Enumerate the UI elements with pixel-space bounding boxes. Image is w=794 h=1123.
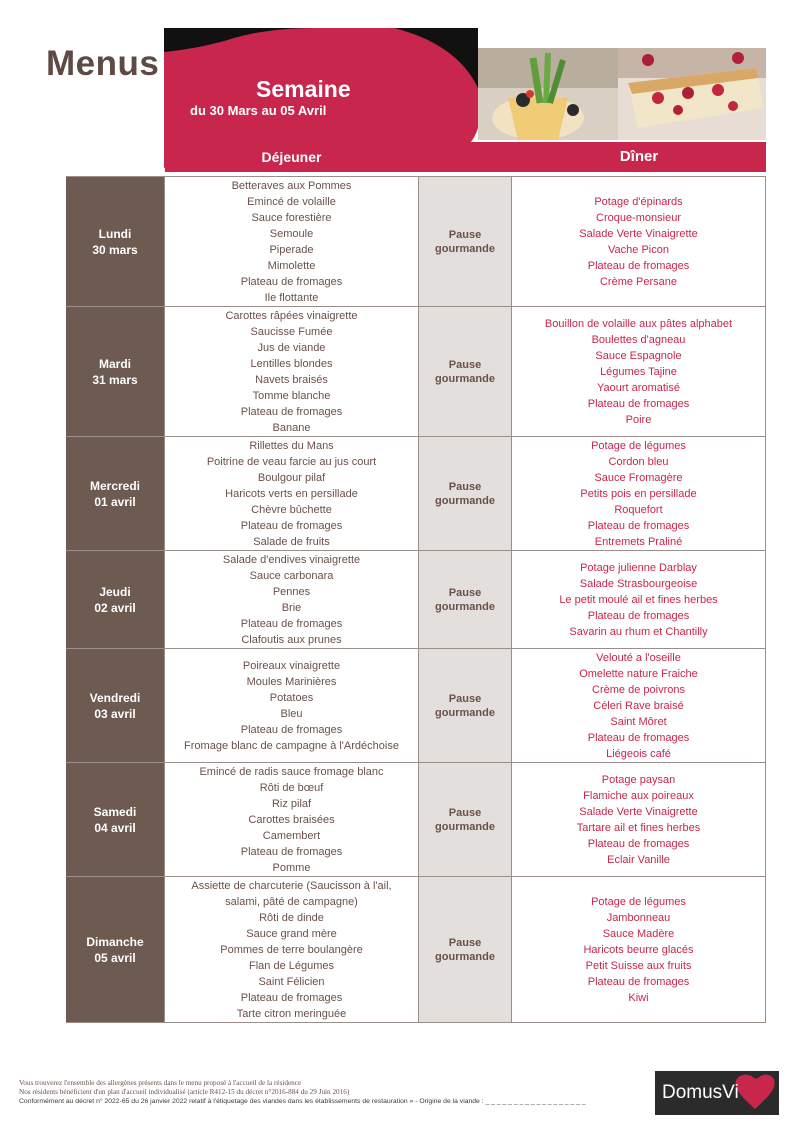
- pause-gourmande-cell: [418, 307, 512, 436]
- dinner-dish: Crème Persane: [599, 275, 678, 288]
- lunch-dish: Rôti de dinde: [259, 911, 324, 924]
- lunch-dish: Jus de viande: [257, 341, 326, 354]
- dinner-dish: Plateau de fromages: [587, 837, 690, 850]
- allergen-note: Vous trouverez l'ensemble des allergènes présents dans le menu proposé à l'accueil de la résidence: [19, 1079, 302, 1087]
- dinner-dish: Plateau de fromages: [587, 519, 690, 532]
- dinner-dish: Kiwi: [628, 991, 649, 1004]
- dinner-dish: Plateau de fromages: [587, 397, 690, 410]
- day-date: 02 avril: [94, 600, 136, 615]
- day-date: 05 avril: [94, 950, 136, 965]
- day-date: 01 avril: [94, 494, 136, 509]
- lunch-dish: Emincé de volaille: [247, 195, 336, 208]
- day-cell: [66, 877, 164, 1022]
- day-name: Vendredi: [89, 690, 141, 705]
- day-date: 04 avril: [94, 820, 136, 835]
- dinner-cell: [512, 307, 766, 436]
- dinner-dish: Sauce Fromagère: [594, 471, 683, 484]
- lunch-dish: Plateau de fromages: [240, 617, 343, 630]
- dinner-dish: Potage d'épinards: [594, 195, 683, 208]
- pause-column-header: [418, 142, 512, 172]
- lunch-dish: Tomme blanche: [252, 389, 331, 402]
- dinner-dish: Plateau de fromages: [587, 731, 690, 744]
- lunch-cell: [164, 877, 418, 1022]
- lunch-dish: Plateau de fromages: [240, 519, 343, 532]
- lunch-dish: Betteraves aux Pommes: [231, 179, 352, 192]
- dinner-dish: Potage julienne Darblay: [580, 561, 697, 574]
- dinner-dish: Crème de poivrons: [592, 683, 685, 696]
- day-row: [66, 551, 766, 649]
- dinner-cell: [512, 177, 766, 306]
- day-date: 30 mars: [92, 242, 138, 257]
- day-cell: [66, 177, 164, 306]
- pause-label: gourmande: [435, 950, 495, 963]
- page-title: Menus: [46, 44, 160, 83]
- lunch-dish: Fromage blanc de campagne à l'Ardéchoise: [184, 739, 399, 752]
- lunch-dish: Saucisse Fumée: [250, 325, 333, 338]
- lunch-dish: Bleu: [280, 707, 303, 720]
- pause-label: Pause: [448, 806, 482, 819]
- pause-label: Pause: [448, 692, 482, 705]
- care-plan-note: Nos résidents bénéficient d'un plan d'accueil individualisé (article R412-15 du décret n°2016-884 du 29 Juin 2016): [19, 1088, 350, 1096]
- pause-label: Pause: [448, 358, 482, 371]
- pause-gourmande-cell: [418, 649, 512, 762]
- lunch-dish: Pomme: [272, 861, 311, 874]
- lunch-cell: [164, 437, 418, 550]
- day-row: [66, 177, 766, 307]
- pause-label: gourmande: [435, 600, 495, 613]
- dinner-dish: Plateau de fromages: [587, 609, 690, 622]
- day-cell: [66, 551, 164, 648]
- day-cell: [66, 763, 164, 876]
- dinner-dish: Liégeois café: [606, 747, 671, 760]
- day-cell: [66, 649, 164, 762]
- pause-gourmande-cell: [418, 877, 512, 1022]
- lunch-dish: Sauce forestière: [251, 211, 332, 224]
- lunch-dish: Flan de Légumes: [249, 959, 334, 972]
- pause-label: gourmande: [435, 820, 495, 833]
- day-name: Jeudi: [99, 584, 131, 599]
- dinner-dish: Yaourt aromatisé: [597, 381, 680, 394]
- pause-label: gourmande: [435, 494, 495, 507]
- dinner-dish: Sauce Espagnole: [595, 349, 682, 362]
- dinner-cell: [512, 551, 766, 648]
- dinner-dish: Plateau de fromages: [587, 975, 690, 988]
- dinner-dish: Boulettes d'agneau: [591, 333, 686, 346]
- lunch-dish: Camembert: [262, 829, 321, 842]
- dinner-dish: Bouillon de volaille aux pâtes alphabet: [544, 317, 733, 330]
- day-name: Lundi: [98, 226, 132, 241]
- lunch-dish: Tarte citron meringuée: [236, 1007, 347, 1020]
- lunch-dish: Carottes braisées: [248, 813, 335, 826]
- day-row: [66, 877, 766, 1022]
- lunch-dish: Brie: [281, 601, 302, 614]
- dinner-dish: Potage paysan: [601, 773, 676, 786]
- lunch-dish: Plateau de fromages: [240, 275, 343, 288]
- pause-label: Pause: [448, 480, 482, 493]
- dinner-dish: Omelette nature Fraiche: [579, 667, 698, 680]
- dinner-column-header: Dîner: [512, 142, 766, 172]
- lunch-dish: Navets braisés: [255, 373, 328, 386]
- dinner-dish: Légumes Tajine: [600, 365, 677, 378]
- lunch-dish: Carottes râpées vinaigrette: [225, 309, 358, 322]
- dinner-cell: [512, 763, 766, 876]
- menu-table: [66, 176, 766, 1023]
- dinner-dish: Vache Picon: [608, 243, 669, 256]
- dinner-dish: Jambonneau: [606, 911, 671, 924]
- meat-origin-note: Conformément au décret n° 2022-65 du 26 janvier 2022 relatif à l'étiquetage des viandes dans les établissements de restauration » - Origine de la viande : _ _ _ _ _ _ _ _ _ _ _ _ _ _ _ _ _ _: [19, 1098, 586, 1105]
- day-row: [66, 649, 766, 763]
- pause-gourmande-cell: [418, 177, 512, 306]
- dinner-dish: Velouté a l'oseille: [596, 651, 681, 664]
- dinner-dish: Sauce Madère: [602, 927, 675, 940]
- dinner-dish: Saint Môret: [610, 715, 667, 728]
- day-date: 03 avril: [94, 706, 136, 721]
- day-name: Mardi: [98, 356, 131, 371]
- dinner-cell: [512, 877, 766, 1022]
- lunch-dish: Assiette de charcuterie (Saucisson à l'ail,: [191, 879, 392, 892]
- dinner-dish: Savarin au rhum et Chantilly: [569, 625, 708, 638]
- pause-gourmande-cell: [418, 763, 512, 876]
- dinner-dish: Roquefort: [614, 503, 663, 516]
- lunch-dish: Potatoes: [269, 691, 314, 704]
- lunch-dish: Banane: [272, 421, 311, 434]
- day-name: Samedi: [93, 804, 137, 819]
- pause-label: Pause: [448, 936, 482, 949]
- dinner-cell: [512, 437, 766, 550]
- domusvi-logo: [655, 1071, 779, 1115]
- dinner-dish: Petits pois en persillade: [580, 487, 697, 500]
- lunch-dish: Salade d'endives vinaigrette: [222, 553, 361, 566]
- lunch-dish: Plateau de fromages: [240, 991, 343, 1004]
- week-dates: du 30 Mars au 05 Avril: [190, 103, 327, 118]
- lunch-cell: [164, 763, 418, 876]
- dinner-dish: Le petit moulé ail et fines herbes: [559, 593, 718, 606]
- logo-text: DomusVi: [662, 1082, 739, 1103]
- day-cell: [66, 437, 164, 550]
- lunch-dish: Plateau de fromages: [240, 845, 343, 858]
- dinner-dish: Salade Verte Vinaigrette: [579, 227, 698, 240]
- dinner-dish: Salade Verte Vinaigrette: [579, 805, 698, 818]
- lunch-dish: Plateau de fromages: [240, 723, 343, 736]
- dinner-dish: Potage de légumes: [591, 895, 686, 908]
- pause-label: Pause: [448, 586, 482, 599]
- lunch-dish: Poitrine de veau farcie au jus court: [206, 455, 377, 468]
- dinner-dish: Cordon bleu: [608, 455, 669, 468]
- pause-label: gourmande: [435, 242, 495, 255]
- dinner-dish: Haricots beurre glacés: [583, 943, 694, 956]
- day-row: [66, 307, 766, 437]
- lunch-dish: Semoule: [269, 227, 314, 240]
- pause-label: Pause: [448, 228, 482, 241]
- pause-label: gourmande: [435, 706, 495, 719]
- day-cell: [66, 307, 164, 436]
- dinner-dish: Flamiche aux poireaux: [583, 789, 694, 802]
- lunch-dish: Salade de fruits: [253, 535, 330, 548]
- lunch-dish: Riz pilaf: [271, 797, 312, 810]
- dinner-dish: Tartare ail et fines herbes: [576, 821, 701, 834]
- day-row: [66, 763, 766, 877]
- pause-gourmande-cell: [418, 437, 512, 550]
- lunch-dish: Mimolette: [267, 259, 316, 272]
- food-photo-clafoutis: [618, 48, 766, 140]
- dinner-dish: Salade Strasbourgeoise: [579, 577, 698, 590]
- dinner-cell: [512, 649, 766, 762]
- lunch-dish: Ile flottante: [264, 291, 319, 304]
- lunch-dish: Rillettes du Mans: [249, 439, 334, 452]
- lunch-cell: [164, 177, 418, 306]
- lunch-dish: Moules Marinières: [246, 675, 337, 688]
- food-photo-verrine: [478, 48, 618, 140]
- dinner-dish: Entremets Praliné: [594, 535, 683, 548]
- pause-gourmande-cell: [418, 551, 512, 648]
- week-label: Semaine: [256, 76, 351, 102]
- dinner-dish: Eclair Vanille: [607, 853, 670, 866]
- lunch-dish: Rôti de bœuf: [259, 781, 324, 794]
- lunch-cell: [164, 649, 418, 762]
- dinner-dish: Poire: [625, 413, 652, 426]
- lunch-cell: [164, 307, 418, 436]
- lunch-dish: Pommes de terre boulangère: [220, 943, 363, 956]
- dinner-dish: Petit Suisse aux fruits: [585, 959, 692, 972]
- lunch-dish: Clafoutis aux prunes: [241, 633, 342, 646]
- footer-notes: [19, 1079, 586, 1106]
- lunch-dish: salami, pâté de campagne): [225, 895, 358, 908]
- lunch-dish: Pennes: [272, 585, 311, 598]
- lunch-dish: Haricots verts en persillade: [225, 487, 358, 500]
- pause-label: gourmande: [435, 372, 495, 385]
- day-date: 31 mars: [92, 372, 138, 387]
- day-name: Dimanche: [86, 934, 144, 949]
- lunch-dish: Poireaux vinaigrette: [242, 659, 341, 672]
- day-name: Mercredi: [89, 478, 141, 493]
- lunch-column-header: Déjeuner: [165, 142, 418, 172]
- dinner-dish: Croque-monsieur: [596, 211, 681, 224]
- day-row: [66, 437, 766, 551]
- lunch-dish: Saint Félicien: [258, 975, 325, 988]
- lunch-dish: Emincé de radis sauce fromage blanc: [199, 765, 384, 778]
- dinner-dish: Potage de légumes: [591, 439, 686, 452]
- lunch-dish: Piperade: [269, 243, 314, 256]
- lunch-dish: Sauce carbonara: [249, 569, 334, 582]
- lunch-dish: Sauce grand mère: [246, 927, 337, 940]
- lunch-dish: Boulgour pilaf: [257, 471, 326, 484]
- dinner-dish: Plateau de fromages: [587, 259, 690, 272]
- lunch-dish: Lentilles blondes: [250, 357, 333, 370]
- lunch-cell: [164, 551, 418, 648]
- lunch-dish: Chèvre bûchette: [251, 503, 332, 516]
- dinner-dish: Céleri Rave braisé: [593, 699, 684, 712]
- lunch-dish: Plateau de fromages: [240, 405, 343, 418]
